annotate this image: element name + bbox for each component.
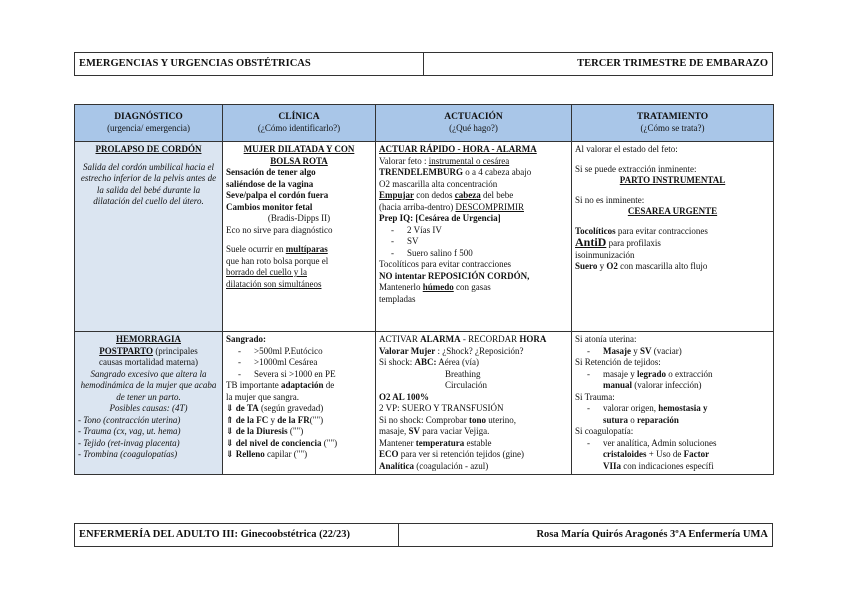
footer-left: ENFERMERÍA DEL ADULTO III: Ginecoobstétrica (22/23) (75, 524, 399, 546)
trat-prolapso: Al valorar el estado del feto: Si se puede extracción inminente: PARTO INSTRUMENTAL Si no es inminente: CESAREA URGENTE Tocolíticos para evitar contracciones AntiD para profilaxis isoinmunización Suero y O2 con mascarilla alto flujo (572, 142, 774, 332)
diag-hemorragia: HEMORRAGIA POSTPARTO (principales causas mortalidad materna) Sangrado excesivo que altera la hemodinámica de la mujer que acaba de tener un parto. Posibles causas: (4T) - Tono (contracción uterina) - Trauma (cx, vag, ut. hema) - Tejido (ret-invag placenta) - Trombina (coagulopatías) (75, 332, 223, 475)
col-tratamiento: TRATAMIENTO (¿Cómo se trata?) (572, 105, 774, 142)
col-diagnostico: DIAGNÓSTICO (urgencia/ emergencia) (75, 105, 223, 142)
diag-prolapso: PROLAPSO DE CORDÓN Salida del cordón umbilical hacia el estrecho inferior de la pelvis antes de la salida del bebé durante la dilatación del cuello del útero. (75, 142, 223, 332)
table-header-row (75, 105, 774, 142)
table-row (75, 332, 774, 475)
clin-hemorragia: Sangrado: - >500ml P.Eutócico - >1000ml Cesárea - Severa si >1000 en PE TB importante adaptación de la mujer que sangra. ⇓ de TA (según gravedad) ⇑ de la FC y de la FR("") ⇓ de la Diuresis ("") ⇓ del nivel de conciencia ("") ⇓ Relleno capilar ("") (223, 332, 376, 475)
diag-description: Salida del cordón umbilical hacia el estrecho inferior de la pelvis antes de la salida del bebé durante la dilatación del cuello del útero. (80, 161, 217, 206)
act-prolapso: ACTUAR RÁPIDO - HORA - ALARMA Valorar feto : instrumental o cesárea TRENDELEMBURG o a 4 cabeza abajo O2 mascarilla alta concentración Empujar con dedos cabeza del bebe (hacia arriba-dentro) DESCOMPRIMIR Prep IQ: [Cesárea de Urgencia] - 2 Vías IV - SV - Suero salino f 500 Tocolíticos para evitar contracciones NO intentar REPOSICIÓN CORDÓN, Mantenerlo húmedo con gasas templadas (376, 142, 572, 332)
header-left: EMERGENCIAS Y URGENCIAS OBSTÉTRICAS (75, 53, 424, 75)
act-hemorragia: ACTIVAR ALARMA - RECORDAR HORA Valorar Mujer : ¿Shock? ¿Reposición? Si shock: ABC: Aérea (vía) Breathing Circulación O2 AL 100% 2 VP: SUERO Y TRANSFUSIÓN Si no shock: Comprobar tono uterino, masaje, SV para vaciar Vejiga. Mantener temperatura estable ECO para ver si retención tejidos (gine) Analítica (coagulación - azul) (376, 332, 572, 475)
table-row (75, 142, 774, 332)
footer-right: Rosa María Quirós Aragonés 3ºA Enfermería UMA (536, 529, 768, 540)
page-footer (74, 523, 773, 547)
emergencies-table (74, 104, 774, 475)
page-header (74, 52, 773, 76)
col-actuacion: ACTUACIÓN (¿Qué hago?) (376, 105, 572, 142)
col-clinica: CLÍNICA (¿Cómo identificarlo?) (223, 105, 376, 142)
trat-hemorragia: Si atonía uterina: - Masaje y SV (vaciar) Si Retención de tejidos: - masaje y legrado o extracción manual (valorar infección) Si Trauma: - valorar origen, hemostasia y sutura o reparación Si coagulopatía: - ver analítica, Admin soluciones cristaloides + Uso de Factor VIIa con indicaciones específi (572, 332, 774, 475)
header-right: TERCER TRIMESTRE DE EMBARAZO (577, 58, 768, 69)
clin-prolapso: MUJER DILATADA Y CON BOLSA ROTA Sensación de tener algo saliéndose de la vagina Seve/palpa el cordón fuera Cambios monitor fetal (Bradis-Dipps II) Eco no sirve para diagnóstico Suele ocurrir en multíparas que han roto bolsa porque el borrado del cuello y la dilatación son simultáneos (223, 142, 376, 332)
